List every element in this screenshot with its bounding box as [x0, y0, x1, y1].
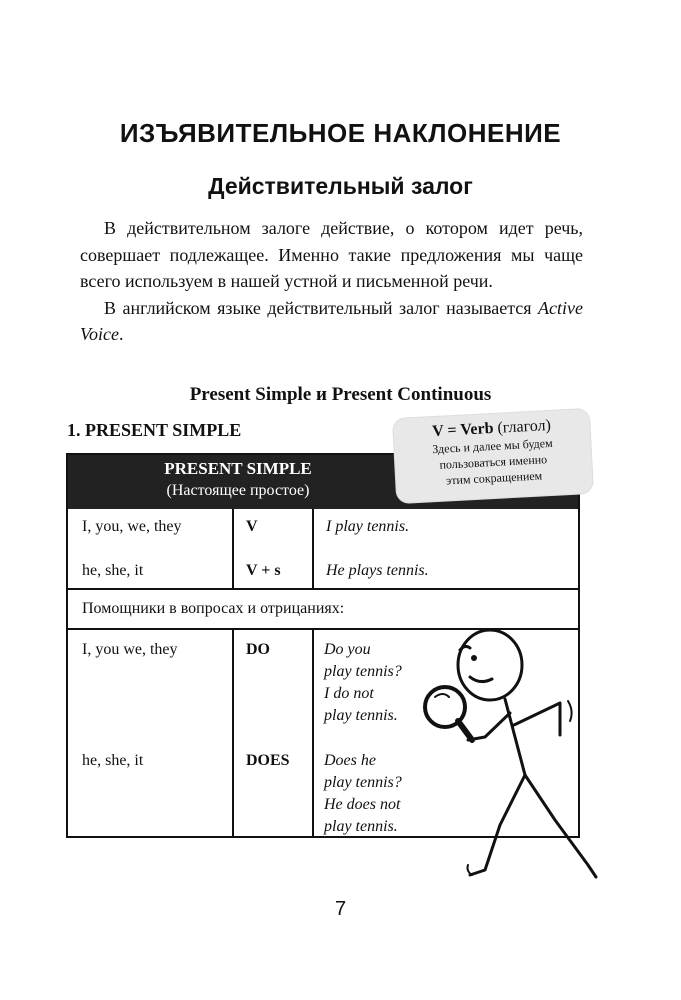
stickman-right-leg	[525, 775, 596, 877]
example-line: play tennis?	[324, 663, 402, 680]
stickman-head	[458, 630, 522, 700]
row-divider	[68, 588, 578, 590]
column-divider	[232, 629, 234, 838]
table-cell-form: V	[246, 518, 258, 535]
example-line: Do you	[324, 641, 371, 658]
table-cell-form: V + s	[246, 562, 281, 579]
note-callout	[393, 409, 593, 503]
active-voice-term: Active Voice	[80, 297, 583, 344]
intro-text	[80, 215, 583, 348]
stickman-magnifier-illustration	[410, 625, 600, 890]
table-cell-example	[324, 639, 402, 727]
note-formula-word: Verb	[459, 419, 494, 439]
note-text-line: этим сокращением	[445, 468, 543, 488]
column-divider	[312, 629, 314, 838]
table-cell-example: I play tennis.	[326, 518, 410, 535]
helpers-label: Помощники в вопросах и отрицаниях:	[82, 600, 345, 617]
note-formula-prefix: V =	[431, 421, 461, 441]
table-cell-example	[324, 750, 402, 838]
note-text-line: пользоваться именно	[439, 452, 548, 472]
table-cell-subject: he, she, it	[82, 562, 144, 579]
example-line: play tennis.	[324, 818, 398, 835]
example-line: play tennis?	[324, 774, 402, 791]
example-line: play tennis.	[324, 707, 398, 724]
column-divider	[312, 509, 314, 588]
intro-paragraph-2-end: .	[118, 324, 124, 344]
example-line: I do not	[324, 685, 374, 702]
motion-mark	[468, 865, 473, 875]
page-number: 7	[334, 898, 347, 920]
table-cell-subject: I, you, we, they	[82, 518, 182, 535]
column-divider	[232, 509, 234, 588]
table-cell-subject: he, she, it	[82, 752, 144, 769]
subsection-title: Present Simple и Present Continuous	[189, 384, 492, 405]
note-text-line: Здесь и далее мы будем	[431, 435, 553, 457]
intro-paragraph-1: В действительном залоге действие, о котором идет речь, совершает подлежащее. Именно такие предложения мы чаще всего используем в нашей устной и письменной речи.	[80, 218, 583, 291]
intro-paragraph-2	[80, 295, 583, 348]
stickman-left-leg	[470, 775, 525, 875]
table-cell-form: DOES	[246, 752, 290, 769]
table-header-subtitle: (Настоящее простое)	[166, 482, 310, 499]
table-header-title: PRESENT SIMPLE	[164, 459, 312, 478]
magnifier-handle	[458, 721, 472, 740]
motion-mark	[568, 701, 572, 721]
intro-paragraph-2-start: В английском языке действительный залог называется	[104, 297, 539, 318]
chapter-title: ИЗЪЯВИТЕЛЬНОЕ НАКЛОНЕНИЕ	[119, 118, 562, 148]
table-cell-example: He plays tennis.	[326, 562, 429, 579]
table-cell-subject: I, you we, they	[82, 641, 178, 658]
table-cell-form: DO	[246, 641, 270, 658]
stickman-body	[505, 699, 525, 775]
stickman-front-arm	[468, 713, 510, 740]
stickman-back-arm	[514, 703, 560, 735]
note-formula-gloss: (глагол)	[493, 416, 552, 437]
example-line: He does not	[324, 796, 401, 813]
stickman-eye	[471, 655, 477, 661]
section-title: Действительный залог	[208, 173, 473, 199]
example-line: Does he	[324, 752, 376, 769]
item-title: 1. PRESENT SIMPLE	[67, 420, 242, 440]
